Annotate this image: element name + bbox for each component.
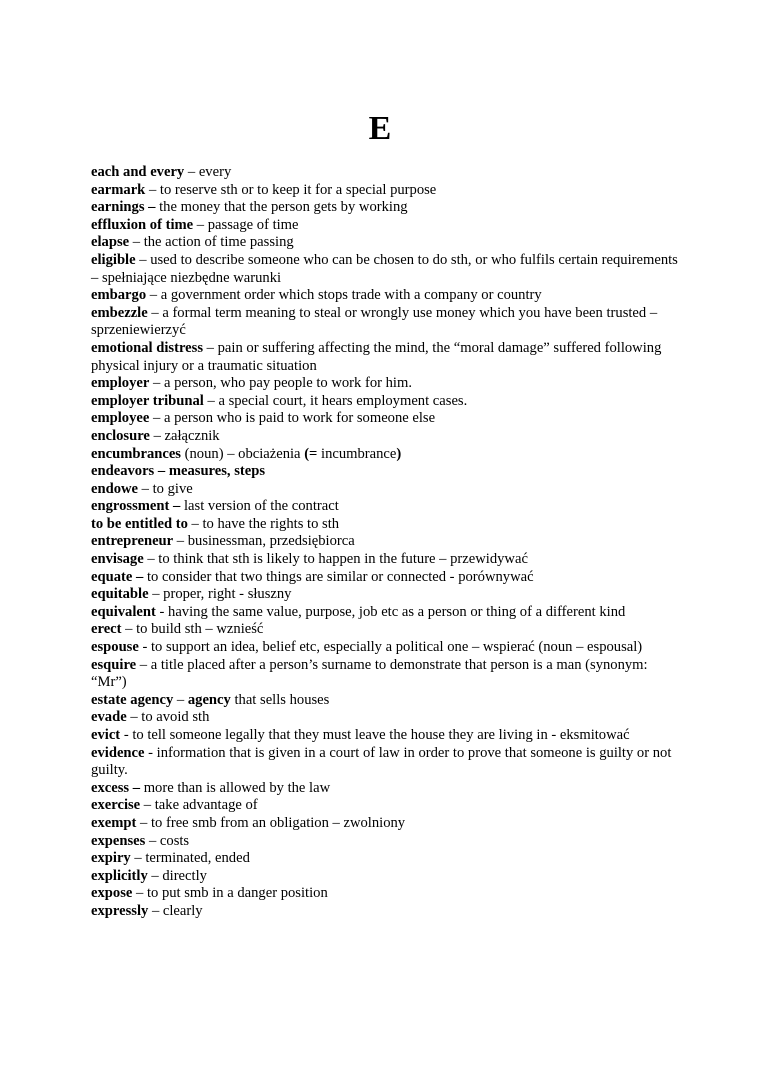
entry-definition: - to support an idea, belief etc, especially a political one – wspierać (noun – espousal) <box>138 639 643 656</box>
entry-term: evade <box>91 709 127 726</box>
entry-definition: last version of the contract <box>180 498 339 515</box>
entry-definition: – załącznik <box>149 427 220 444</box>
glossary-entry <box>91 868 681 886</box>
entry-term: exempt <box>91 814 137 831</box>
entry-term: evidence <box>91 744 145 761</box>
glossary-entry <box>91 164 681 182</box>
glossary-entry <box>91 903 681 921</box>
entry-term: erect <box>91 621 122 638</box>
entry-term: earnings – <box>91 199 156 216</box>
entry-definition: – used to describe someone who can be chosen to do sth, or who fulfils certain requirements – spełniające niezbędne warunki <box>91 251 678 286</box>
entry-term: excess – <box>91 779 141 796</box>
entry-term: endowe <box>91 480 139 497</box>
entry-term: employer tribunal <box>91 392 204 409</box>
glossary-entry <box>91 516 681 534</box>
glossary-entry <box>91 797 681 815</box>
entry-definition: – passage of time <box>193 216 299 233</box>
letter-heading: E <box>368 110 392 147</box>
glossary-entry <box>91 586 681 604</box>
glossary-entry <box>91 850 681 868</box>
entry-term: entrepreneur <box>91 533 174 550</box>
entry-term: (= <box>304 445 318 462</box>
entry-term: engrossment – <box>91 498 181 515</box>
glossary-entry <box>91 833 681 851</box>
glossary-entry <box>91 780 681 798</box>
entry-definition: – a title placed after a person’s surname to demonstrate that person is a man (synonym: “Mr”) <box>91 656 648 691</box>
entry-term: eligible <box>91 251 136 268</box>
entry-definition: – take advantage of <box>140 797 258 814</box>
entry-term: employer <box>91 375 150 392</box>
entry-definition: – a person who is paid to work for someone else <box>149 410 436 427</box>
entry-definition: – a government order which stops trade with a company or country <box>146 287 542 304</box>
entry-definition: – a special court, it hears employment cases. <box>203 392 468 409</box>
glossary-entry <box>91 885 681 903</box>
glossary-entry <box>91 410 681 428</box>
entry-definition: – a person, who pay people to work for him. <box>149 375 412 392</box>
entry-term: ) <box>396 445 402 462</box>
entry-definition: – to think that sth is likely to happen in the future – przewidywać <box>143 551 528 568</box>
glossary-entry <box>91 709 681 727</box>
entry-term: embargo <box>91 287 147 304</box>
entry-term: endeavors – measures, steps <box>91 463 266 480</box>
glossary-entry <box>91 692 681 710</box>
entry-definition: – every <box>184 164 232 180</box>
glossary-entry <box>91 498 681 516</box>
entry-definition: – to put smb in a danger position <box>132 885 328 902</box>
glossary-entry <box>91 252 681 287</box>
entry-definition: – clearly <box>148 902 203 919</box>
glossary-entry <box>91 815 681 833</box>
entry-definition: – <box>173 691 188 708</box>
entry-definition: – to free smb from an obligation – zwolniony <box>136 814 406 831</box>
entry-definition: – pain or suffering affecting the mind, the “moral damage” suffered following physical injury or a traumatic situation <box>91 339 662 374</box>
entry-term: expenses <box>91 832 146 849</box>
entry-definition: – businessman, przedsiębiorca <box>173 533 355 550</box>
glossary-entry <box>91 375 681 393</box>
glossary-entry <box>91 639 681 657</box>
entry-definition: – to avoid sth <box>126 709 210 726</box>
entry-definition: – costs <box>145 832 190 849</box>
glossary-entry <box>91 234 681 252</box>
glossary-entry <box>91 657 681 692</box>
entry-term: employee <box>91 410 150 427</box>
glossary-entry <box>91 393 681 411</box>
entry-definition: - to tell someone legally that they must leave the house they are living in - eksmitować <box>120 727 630 743</box>
glossary-entry <box>91 199 681 217</box>
entry-term: emotional distress <box>91 339 204 356</box>
entry-term: elapse <box>91 234 130 251</box>
glossary-entry <box>91 305 681 340</box>
entry-definition: – to build sth – wznieść <box>121 621 264 638</box>
entry-definition: – proper, right - słuszny <box>148 586 292 603</box>
entry-term: expressly <box>91 902 149 919</box>
glossary-entry <box>91 533 681 551</box>
entry-term: estate agency <box>91 691 174 708</box>
glossary-list <box>91 164 681 921</box>
glossary-entry <box>91 182 681 200</box>
entry-term: expiry <box>91 850 131 867</box>
entry-definition: more than is allowed by the law <box>140 779 331 796</box>
entry-term: encumbrances <box>91 445 181 462</box>
entry-definition: (noun) – obciażenia <box>181 445 305 462</box>
entry-term: each and every <box>91 164 185 180</box>
entry-term: earmark <box>91 181 146 198</box>
entry-definition: – the action of time passing <box>129 234 294 251</box>
entry-definition: to consider that two things are similar or connected - porównywać <box>143 568 534 585</box>
entry-definition: the money that the person gets by working <box>155 199 408 216</box>
glossary-entry <box>91 727 681 745</box>
glossary-entry <box>91 621 681 639</box>
entry-term: equitable <box>91 586 149 603</box>
entry-term: evict <box>91 727 121 743</box>
entry-term: equate – <box>91 568 144 585</box>
entry-term: equivalent <box>91 603 156 620</box>
entry-definition: – directly <box>147 867 207 884</box>
entry-term: explicitly <box>91 867 148 884</box>
entry-definition: – a formal term meaning to steal or wrongly use money which you have been trusted – sprzeniewierzyć <box>91 304 658 339</box>
entry-term: enclosure <box>91 427 150 444</box>
entry-term: envisage <box>91 551 144 568</box>
entry-term: esquire <box>91 656 137 673</box>
glossary-entry <box>91 340 681 375</box>
entry-definition: – to reserve sth or to keep it for a special purpose <box>145 181 437 198</box>
glossary-entry <box>91 217 681 235</box>
entry-definition: - having the same value, purpose, job etc as a person or thing of a different kind <box>155 603 626 620</box>
entry-term: espouse <box>91 639 139 656</box>
entry-term: embezzle <box>91 304 148 321</box>
glossary-entry <box>91 428 681 446</box>
entry-definition: that sells houses <box>230 691 330 708</box>
glossary-entry <box>91 287 681 305</box>
glossary-entry <box>91 604 681 622</box>
glossary-entry <box>91 481 681 499</box>
glossary-entry <box>91 745 681 780</box>
entry-definition: - information that is given in a court of law in order to prove that someone is guilty or not guilty. <box>91 744 672 779</box>
glossary-entry <box>91 463 681 481</box>
entry-term: to be entitled to <box>91 515 188 532</box>
glossary-entry <box>91 569 681 587</box>
entry-definition: – to give <box>138 480 193 497</box>
entry-definition: – terminated, ended <box>130 850 250 867</box>
entry-term: agency <box>187 691 231 708</box>
entry-definition: incumbrance <box>317 445 397 462</box>
entry-term: effluxion of time <box>91 216 194 233</box>
glossary-entry <box>91 446 681 464</box>
entry-definition: – to have the rights to sth <box>187 515 340 532</box>
glossary-entry <box>91 551 681 569</box>
entry-term: expose <box>91 885 133 902</box>
entry-term: exercise <box>91 797 141 814</box>
